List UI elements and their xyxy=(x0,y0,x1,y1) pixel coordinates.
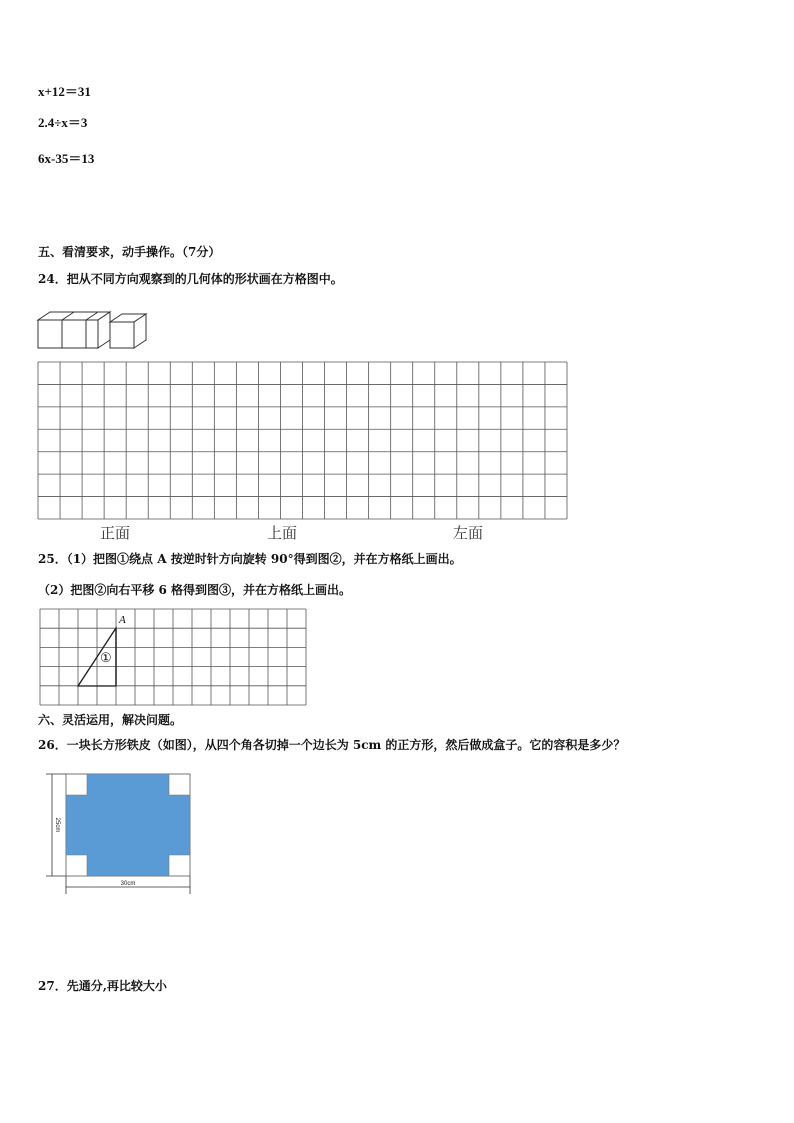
question-27-text: 27．先通分,再比较大小 xyxy=(38,979,167,993)
width-label: 30cm xyxy=(120,881,136,887)
cube-figure xyxy=(36,302,156,352)
equation-3: 6x-35＝13 xyxy=(38,151,95,166)
question-25-part1: 25．（1）把图①绕点 A 按逆时针方向旋转 90°得到图②，并在方格纸上画出。 xyxy=(38,552,462,566)
sheet-figure xyxy=(44,768,194,896)
view-grid xyxy=(38,362,568,520)
section-6-heading: 六、灵活运用，解决问题。 xyxy=(38,713,183,727)
question-25-part2: （2）把图②向右平移 6 格得到图③，并在方格纸上画出。 xyxy=(38,583,352,597)
left-view-label: 左面 xyxy=(453,526,484,542)
front-view-label: 正面 xyxy=(100,526,131,542)
point-a-label: A xyxy=(119,614,126,626)
section-5-heading: 五、看清要求，动手操作。（7分） xyxy=(38,245,221,259)
equation-1: x+12＝31 xyxy=(38,84,91,99)
question-24-text: 24．把从不同方向观察到的几何体的形状画在方格图中。 xyxy=(38,272,343,286)
equation-2: 2.4÷x＝3 xyxy=(38,115,88,130)
shape-1-label: ① xyxy=(100,651,112,666)
question-26-text: 26．一块长方形铁皮（如图），从四个角各切掉一个边长为 5cm 的正方形，然后做成盒子。它的容积是多少？ xyxy=(38,738,626,752)
top-view-label: 上面 xyxy=(267,526,298,542)
rotation-grid xyxy=(40,609,308,707)
height-label: 25cm xyxy=(54,817,60,833)
